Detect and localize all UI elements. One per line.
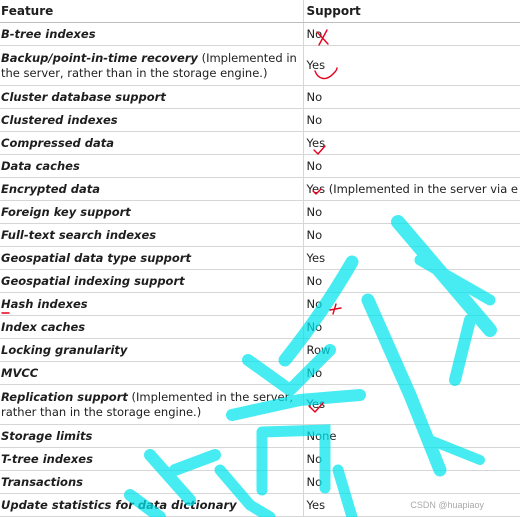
support-value: No (306, 158, 323, 173)
table-row (0, 362, 520, 385)
table-row (0, 86, 520, 109)
feature-name: Update statistics for data dictionary (1, 497, 237, 512)
table-header-row (0, 0, 520, 23)
table-row (0, 471, 520, 494)
header-feature: Feature (0, 0, 303, 23)
feature-cell (0, 46, 303, 86)
feature-cell (0, 109, 303, 132)
feature-cell (0, 132, 303, 155)
feature-name: Compressed data (1, 135, 115, 150)
feature-cell (0, 293, 303, 316)
table-row (0, 247, 520, 270)
feature-name: Clustered indexes (1, 112, 118, 127)
table-row (0, 155, 520, 178)
feature-cell (0, 86, 303, 109)
feature-name: Data caches (1, 158, 80, 173)
table-row (0, 316, 520, 339)
feature-cell (0, 155, 303, 178)
feature-name: B-tree indexes (1, 26, 96, 41)
feature-name: Backup/point-in-time recovery (1, 51, 198, 66)
table-row (0, 132, 520, 155)
feature-name: Hash indexes (1, 296, 88, 311)
support-cell (303, 385, 520, 425)
feature-cell (0, 471, 303, 494)
support-value: Yes (Implemented in the server via e (306, 181, 518, 196)
feature-name: Foreign key support (1, 204, 131, 219)
support-value: No (306, 204, 323, 219)
support-cell (303, 23, 520, 46)
feature-cell (0, 362, 303, 385)
table-row (0, 46, 520, 86)
support-value: No (306, 474, 323, 489)
support-value: Yes (306, 250, 326, 265)
table-row (0, 224, 520, 247)
support-value: No (306, 296, 323, 311)
feature-name: Transactions (1, 474, 83, 489)
header-support: Support (303, 0, 520, 23)
feature-cell (0, 425, 303, 448)
support-value: Yes (306, 135, 326, 150)
feature-cell (0, 316, 303, 339)
feature-name: Storage limits (1, 428, 93, 443)
feature-name: Geospatial data type support (1, 250, 191, 265)
table-row (0, 339, 520, 362)
feature-name: Replication support (1, 390, 128, 405)
feature-cell (0, 448, 303, 471)
feature-name: Locking granularity (1, 342, 128, 357)
support-cell (303, 247, 520, 270)
feature-cell (0, 23, 303, 46)
support-cell (303, 339, 520, 362)
support-value: Yes (306, 397, 326, 412)
support-cell (303, 178, 520, 201)
table-row (0, 178, 520, 201)
feature-note: (Implemented in the server, rather than in the storage engine.) (1, 390, 294, 419)
support-value: No (306, 89, 323, 104)
feature-name: MVCC (1, 365, 39, 380)
support-cell (303, 448, 520, 471)
feature-name: Full-text search indexes (1, 227, 157, 242)
table-row (0, 201, 520, 224)
support-cell (303, 155, 520, 178)
support-value: Row (306, 342, 331, 357)
feature-cell (0, 224, 303, 247)
support-cell (303, 109, 520, 132)
support-value: No (306, 26, 323, 41)
feature-name: Encrypted data (1, 181, 101, 196)
support-cell (303, 132, 520, 155)
support-value: Yes (306, 58, 326, 73)
feature-note: (Implemented in the server, rather than in the storage engine.) (1, 51, 297, 80)
feature-cell (0, 247, 303, 270)
support-value: No (306, 365, 323, 380)
table-row (0, 425, 520, 448)
table-row (0, 448, 520, 471)
feature-cell (0, 201, 303, 224)
support-cell (303, 201, 520, 224)
source-credit: CSDN @huapiaoy (410, 500, 484, 510)
support-cell (303, 425, 520, 448)
support-value: No (306, 451, 323, 466)
feature-cell (0, 339, 303, 362)
feature-cell (0, 270, 303, 293)
feature-cell (0, 385, 303, 425)
support-cell (303, 270, 520, 293)
support-cell (303, 316, 520, 339)
support-cell (303, 362, 520, 385)
feature-name: Cluster database support (1, 89, 166, 104)
support-cell (303, 224, 520, 247)
table-row (0, 270, 520, 293)
feature-name: T-tree indexes (1, 451, 93, 466)
feature-cell (0, 178, 303, 201)
feature-name: Index caches (1, 319, 86, 334)
support-cell (303, 471, 520, 494)
table-row (0, 23, 520, 46)
support-cell (303, 293, 520, 316)
feature-name: Geospatial indexing support (1, 273, 185, 288)
support-value: No (306, 227, 323, 242)
table-row (0, 385, 520, 425)
table-row (0, 293, 520, 316)
support-value: Yes (306, 497, 326, 512)
support-cell (303, 86, 520, 109)
feature-cell (0, 494, 303, 517)
support-value: None (306, 428, 337, 443)
support-cell (303, 46, 520, 86)
support-value: No (306, 319, 323, 334)
support-value: No (306, 112, 323, 127)
support-value: No (306, 273, 323, 288)
table-row (0, 109, 520, 132)
